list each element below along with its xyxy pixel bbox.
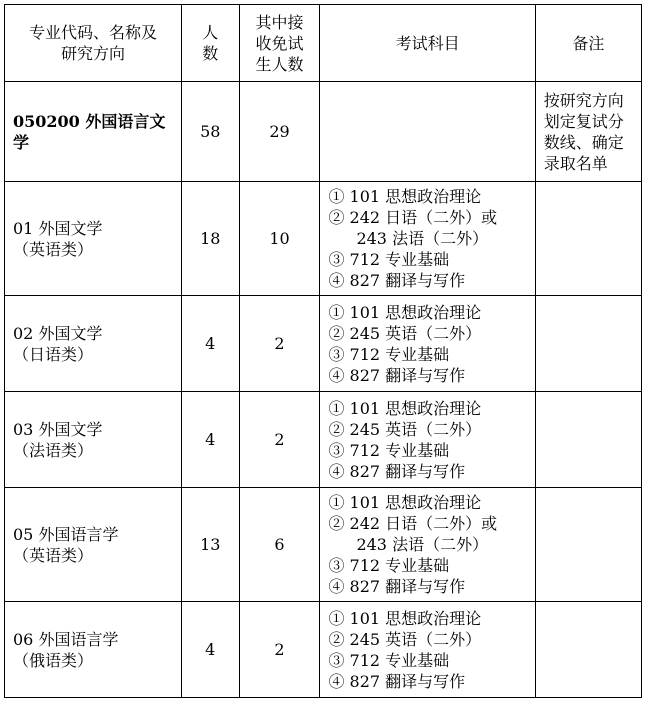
exempt-cell: 2 [239, 296, 320, 392]
major-cell: 01 外国文学 （英语类） [5, 182, 182, 296]
header-major: 专业代码、名称及 研究方向 [5, 5, 182, 82]
table-row [5, 296, 642, 392]
count-cell: 4 [181, 602, 239, 698]
count-cell: 4 [181, 296, 239, 392]
note-cell: 按研究方向 划定复试分 数线、确定 录取名单 [535, 82, 641, 182]
count-cell: 4 [181, 392, 239, 488]
table-row [5, 392, 642, 488]
note-cell [535, 182, 641, 296]
table-row [5, 182, 642, 296]
exempt-cell: 6 [239, 488, 320, 602]
subjects-cell: ① 101 思想政治理论 ② 245 英语（二外） ③ 712 专业基础 ④ 827 翻译与写作 [320, 602, 535, 698]
major-cell: 06 外国语言学 （俄语类） [5, 602, 182, 698]
count-cell: 18 [181, 182, 239, 296]
header-exempt: 其中接 收免试 生人数 [239, 5, 320, 82]
note-cell [535, 488, 641, 602]
major-cell: 02 外国文学 （日语类） [5, 296, 182, 392]
subjects-cell [320, 82, 535, 182]
table-row [5, 602, 642, 698]
major-cell: 05 外国语言学 （英语类） [5, 488, 182, 602]
table-row [5, 82, 642, 182]
table-row [5, 488, 642, 602]
note-cell [535, 602, 641, 698]
major-cell: 03 外国文学 （法语类） [5, 392, 182, 488]
admissions-table [4, 4, 642, 698]
subjects-cell: ① 101 思想政治理论 ② 245 英语（二外） ③ 712 专业基础 ④ 827 翻译与写作 [320, 296, 535, 392]
subjects-cell: ① 101 思想政治理论 ② 242 日语（二外）或 243 法语（二外） ③ 712 专业基础 ④ 827 翻译与写作 [320, 182, 535, 296]
count-cell: 13 [181, 488, 239, 602]
subjects-cell: ① 101 思想政治理论 ② 242 日语（二外）或 243 法语（二外） ③ 712 专业基础 ④ 827 翻译与写作 [320, 488, 535, 602]
note-cell [535, 296, 641, 392]
note-cell [535, 392, 641, 488]
exempt-cell: 2 [239, 602, 320, 698]
major-cell: 050200 外国语言文 学 [5, 82, 182, 182]
header-row [5, 5, 642, 82]
header-subjects: 考试科目 [320, 5, 535, 82]
exempt-cell: 10 [239, 182, 320, 296]
header-count: 人 数 [181, 5, 239, 82]
subjects-cell: ① 101 思想政治理论 ② 245 英语（二外） ③ 712 专业基础 ④ 827 翻译与写作 [320, 392, 535, 488]
header-note: 备注 [535, 5, 641, 82]
exempt-cell: 29 [239, 82, 320, 182]
exempt-cell: 2 [239, 392, 320, 488]
count-cell: 58 [181, 82, 239, 182]
